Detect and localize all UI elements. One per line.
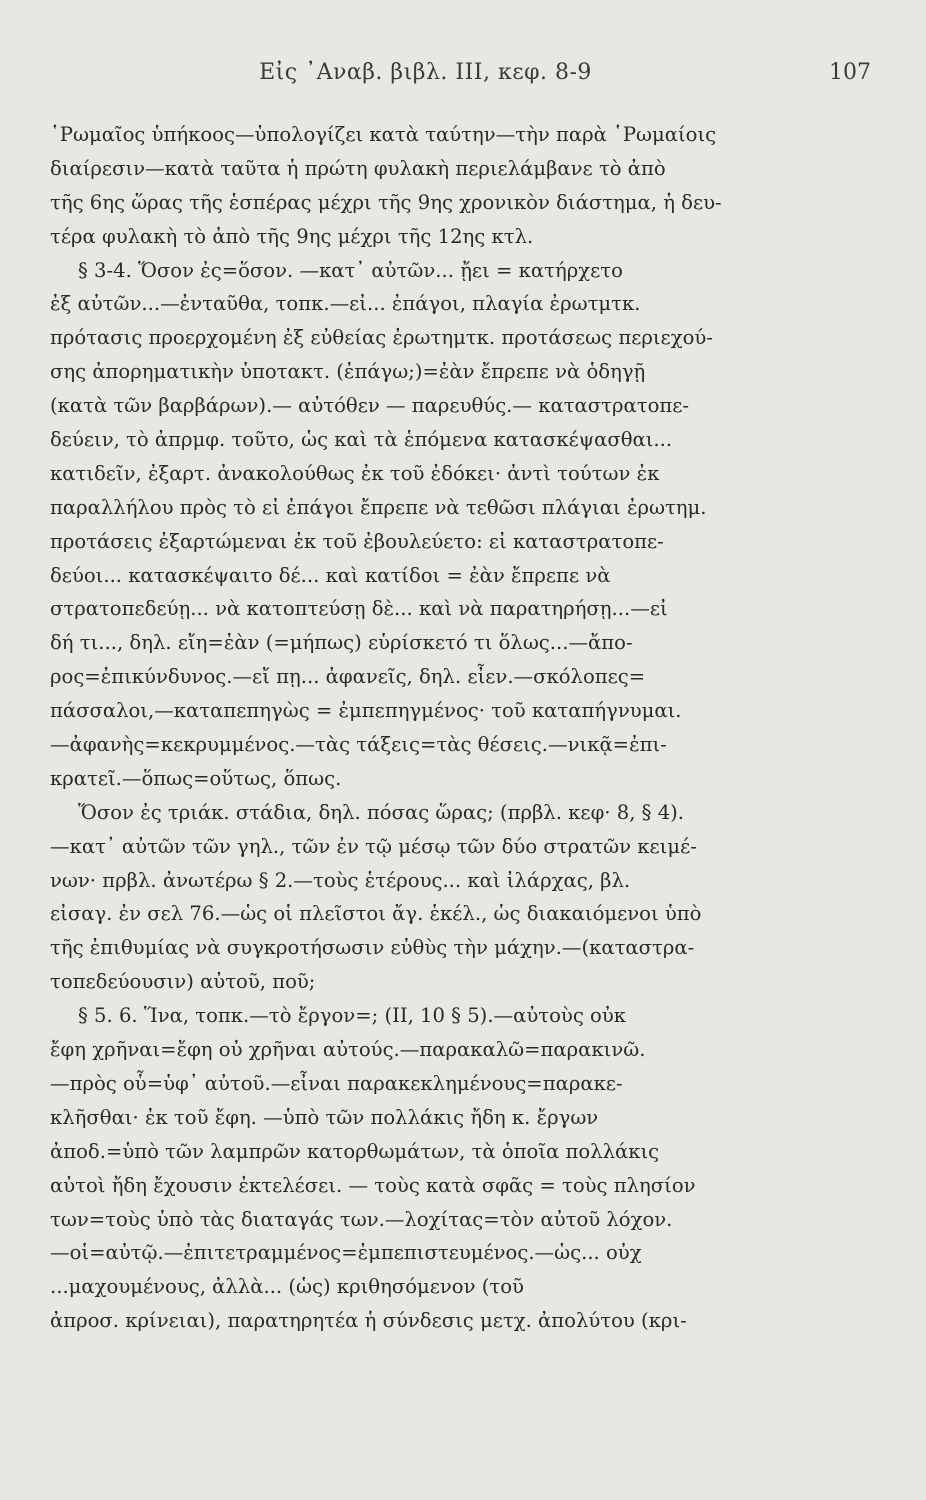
running-title: Εἰς ᾿Αναβ. βιβλ. ΙΙΙ, κεφ. 8-9 — [259, 60, 592, 85]
text-line: διαίρεσιν—κατὰ ταῦτα ἡ πρώτη φυλακὴ περιελάμβανε τὸ ἀπὸ — [50, 156, 666, 180]
text-line: (κατὰ τῶν βαρβάρων).— αὐτόθεν — παρευθύς.— καταστρατοπε- — [50, 394, 690, 418]
text-line: ἀπροσ. κρίνειαι), παρατηρητέα ἡ σύνδεσις μετχ. ἀπολύτου (κρι- — [50, 1309, 687, 1333]
text-line: —πρὸς οὗ=ὑφ᾿ αὐτοῦ.—εἶναι παρακεκλημένους=παρακε- — [50, 1071, 623, 1095]
text-line: τῆς ἐπιθυμίας νὰ συγκροτήσωσιν εὐθὺς τὴν μάχην.—(καταστρα- — [50, 936, 695, 960]
text-line: παραλλήλου πρὸς τὸ εἰ ἐπάγοι ἔπρεπε νὰ τεθῶσι πλάγιαι ἐρωτημ. — [50, 495, 707, 519]
text-line: τέρα φυλακὴ τὸ ἀπὸ τῆς 9ης μέχρι τῆς 12ης κτλ. — [50, 224, 534, 248]
text-line: ...μαχουμένους, ἀλλὰ... (ὡς) κριθησόμενον (τοῦ — [50, 1275, 524, 1299]
page-header — [60, 60, 871, 96]
text-line: αὐτοὶ ἤδη ἔχουσιν ἐκτελέσει. — τοὺς κατὰ σφᾶς = τοὺς πλησίον — [50, 1173, 696, 1197]
page-number: 107 — [829, 60, 871, 85]
text-line: § 3-4. Ὅσον ἐς=ὅσον. —κατ᾿ αὐτῶν... ᾔει = κατήρχετο — [78, 258, 623, 282]
text-line: —ἀφανὴς=κεκρυμμένος.—τὰς τάξεις=τὰς θέσεις.—νικᾷ=ἐπι- — [50, 733, 667, 757]
text-line: τοπεδεύουσιν) αὐτοῦ, ποῦ; — [50, 970, 316, 994]
text-line: ἔφη χρῆναι=ἔφη οὐ χρῆναι αὐτούς.—παρακαλῶ=παρακινῶ. — [50, 1038, 646, 1062]
text-line: τῆς 6ης ὥρας τῆς ἑσπέρας μέχρι τῆς 9ης χρονικὸν διάστημα, ἡ δευ- — [50, 190, 722, 214]
text-line: πρότασις προερχομένη ἐξ εὐθείας ἐρωτημτκ. προτάσεως περιεχού- — [50, 326, 713, 350]
text-line: κρατεῖ.—ὅπως=οὕτως, ὅπως. — [50, 766, 342, 790]
body-text — [50, 118, 792, 1338]
text-line: σης ἀπορηματικὴν ὑποτακτ. (ἐπάγω;)=ἐὰν ἔπρεπε νὰ ὁδηγῇ — [50, 360, 646, 384]
text-line: νων· πρβλ. ἀνωτέρω § 2.—τοὺς ἑτέρους... καὶ ἰλάρχας, βλ. — [50, 868, 631, 892]
text-line: κλῆσθαι· ἐκ τοῦ ἔφη. —ὑπὸ τῶν πολλάκις ἤδη κ. ἔργων — [50, 1105, 599, 1129]
text-line: —κατ᾿ αὐτῶν τῶν γηλ., τῶν ἐν τῷ μέσῳ τῶν δύο στρατῶν κειμέ- — [50, 834, 697, 858]
text-line: § 5. 6. Ἵνα, τοπκ.—τὸ ἔργον=; (ΙΙ, 10 § 5).—αὐτοὺς οὐκ — [78, 1004, 626, 1028]
text-line: στρατοπεδεύῃ... νὰ κατοπτεύσῃ δὲ... καὶ νὰ παρατηρήσῃ...—εἰ — [50, 597, 668, 621]
text-line: ῾Ρωμαῖος ὑπήκοος—ὑπολογίζει κατὰ ταύτην—τὴν παρὰ ῾Ρωμαίοις — [50, 123, 717, 146]
text-line: Ὅσον ἐς τριάκ. στάδια, δηλ. πόσας ὥρας; (πρβλ. κεφ· 8, § 4). — [78, 800, 685, 824]
text-line: —οἱ=αὐτῷ.—ἐπιτετραμμένος=ἐμπεπιστευμένος.—ὡς... οὐχ — [50, 1241, 642, 1265]
text-line: δεύοι... κατασκέψαιτο δέ... καὶ κατίδοι = ἐὰν ἔπρεπε νὰ — [50, 563, 611, 587]
text-line: πάσσαλοι,—καταπεπηγὼς = ἐμπεπηγμένος· τοῦ καταπήγνυμαι. — [50, 699, 682, 723]
text-line: εἰσαγ. ἐν σελ 76.—ὡς οἱ πλεῖστοι ἄγ. ἑκέλ., ὡς διακαιόμενοι ὑπὸ — [50, 902, 702, 926]
text-line: των=τοὺς ὑπὸ τὰς διαταγάς των.—λοχίτας=τὸν αὐτοῦ λόχον. — [50, 1207, 673, 1231]
text-line: δεύειν, τὸ ἀπρμφ. τοῦτο, ὡς καὶ τὰ ἑπόμενα κατασκέψασθαι... — [50, 428, 673, 452]
text-line: δή τι..., δηλ. εἴη=ἐὰν (=μήπως) εὑρίσκετό τι ὅλως...—ἄπο- — [50, 631, 633, 655]
text-line: ἐξ αὐτῶν...—ἐνταῦθα, τοπκ.—εἰ... ἐπάγοι, πλαγία ἐρωτμτκ. — [50, 292, 641, 316]
text-line: ρος=ἐπικύνδυνος.—εἴ πῃ... ἀφανεῖς, δηλ. εἶεν.—σκόλοπες= — [50, 665, 646, 689]
text-line: κατιδεῖν, ἐξαρτ. ἀνακολούθως ἐκ τοῦ ἐδόκει· ἀντὶ τούτων ἐκ — [50, 461, 660, 485]
text-line: ἀποδ.=ὑπὸ τῶν λαμπρῶν κατορθωμάτων, τὰ ὁποῖα πολλάκις — [50, 1139, 660, 1163]
text-line: προτάσεις ἐξαρτώμεναι ἐκ τοῦ ἐβουλεύετο: εἰ καταστρατοπε- — [50, 529, 664, 553]
